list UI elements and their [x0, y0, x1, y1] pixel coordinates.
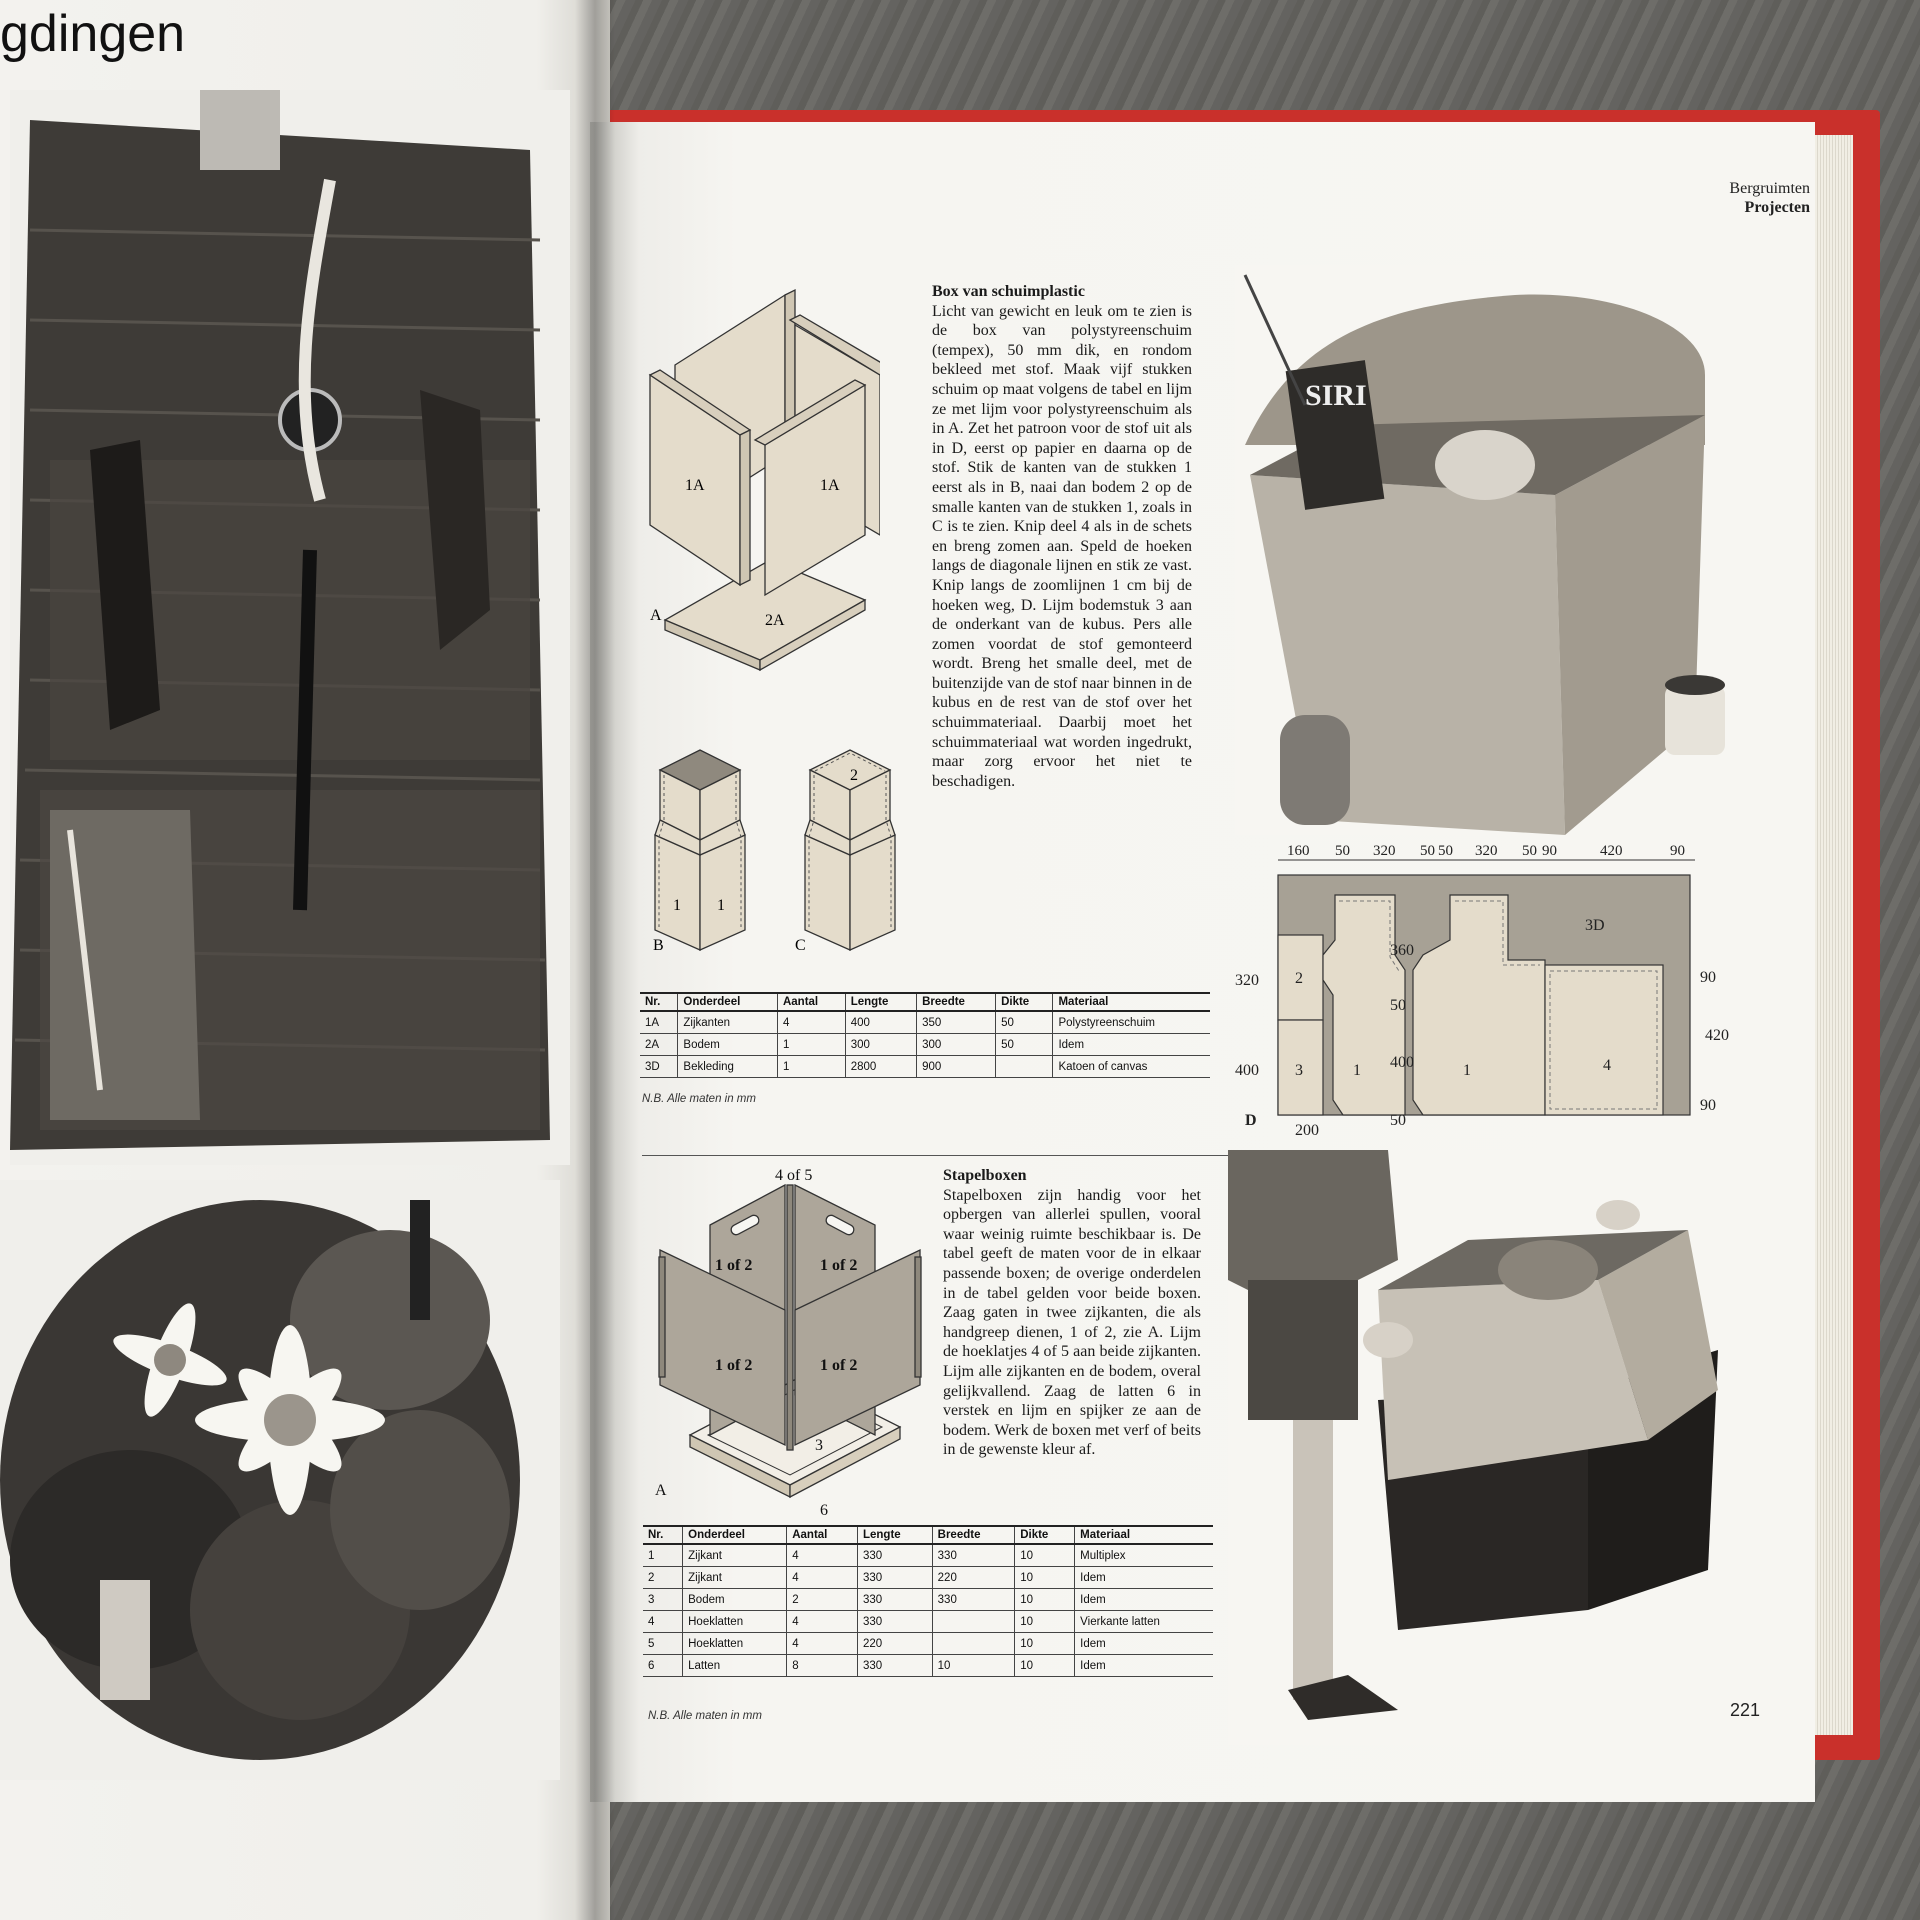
cell: 50 [996, 1011, 1053, 1034]
cell: 300 [845, 1034, 916, 1056]
dim-right-90b: 90 [1700, 1097, 1716, 1114]
stacking-box-diagram-a [650, 1165, 930, 1515]
table-row [643, 1567, 1213, 1589]
section-label: Bergruimten [1729, 180, 1810, 197]
table-row [640, 1034, 1210, 1056]
dim-50a: 50 [1390, 997, 1406, 1014]
cell: Idem [1075, 1655, 1213, 1677]
cell: 4 [787, 1567, 858, 1589]
page-edges [1815, 135, 1853, 1735]
col-onderdeel: Onderdeel [678, 993, 778, 1011]
cell: Polystyreenschuim [1053, 1011, 1210, 1034]
cell: 330 [857, 1544, 932, 1567]
table-row [640, 1011, 1210, 1034]
dim-top-10: 90 [1670, 843, 1685, 859]
dim-top-8: 90 [1542, 843, 1557, 859]
subsection-label: Projecten [1744, 199, 1810, 216]
cell: 330 [857, 1589, 932, 1611]
label-2a: 2A [765, 612, 785, 629]
label-panel-tr: 1 of 2 [820, 1257, 858, 1274]
cell [932, 1633, 1015, 1655]
col-onderdeel: Onderdeel [683, 1526, 787, 1544]
col-nr: Nr. [643, 1526, 683, 1544]
piece-1a: 1 [1353, 1062, 1361, 1079]
table-row [643, 1633, 1213, 1655]
cell [996, 1056, 1053, 1078]
page-number: 221 [1730, 1700, 1761, 1720]
wall-organizer-photo [10, 90, 570, 1165]
cell: 220 [857, 1633, 932, 1655]
box-diagram-b-c [645, 740, 925, 960]
project1-text-block [932, 282, 1192, 791]
cell: 10 [1015, 1655, 1075, 1677]
table-row [643, 1655, 1213, 1677]
table-header-row [640, 993, 1210, 1011]
piece-3: 3 [1295, 1062, 1303, 1079]
project1-body: Licht van gewicht en leuk om te zien is de box van polystyreenschuim (tempex), 50 mm dik, en rondom bekleed met stof. Maak vijf stukken schuim op maat volgens de tabel en lijm ze met lijm voor polystyreenschuim als in A. Zet het patroon voor de stof uit als in D, eerst op papier en daarna op de stof. Stik de kanten van de stukken 1 eerst als in B, naai dan bodem 2 op de smalle kanten van de stukken 1, zoals in C is te zien. Knip deel 4 als in de schets en breng zomen aan. Speld de hoeken langs de diagonale lijnen en stik ze vast. Knip langs de zoomlijnen 1 cm bij de hoeken weg, D. Lijm bodemstuk 3 aan de onderkant van de kubus. Pers alle zomen voordat de stof gemonteerd wordt. Breng het smalle deel, met de buitenzijde van de stof naar binnen in de kubus en de rest van de stof over het schuimmateriaal. Daarbij moet het schuimmateriaal wat worden ingedrukt, maar zorg ervoor het niet te beschadigen. [932, 302, 1192, 790]
cell: Idem [1075, 1589, 1213, 1611]
dim-top-7: 50 [1522, 843, 1537, 859]
cell: Bodem [683, 1589, 787, 1611]
cell: 10 [1015, 1611, 1075, 1633]
cell: Vierkante latten [1075, 1611, 1213, 1633]
dim-left-400: 400 [1235, 1062, 1259, 1079]
project1-heading: Box van schuimplastic [932, 283, 1085, 300]
cell: Bodem [678, 1034, 778, 1056]
dim-top-4: 50 [1420, 843, 1435, 859]
cell: 10 [1015, 1544, 1075, 1567]
project1-parts-table [640, 992, 1210, 1078]
cell: 330 [857, 1567, 932, 1589]
cell: 10 [1015, 1567, 1075, 1589]
cell: 6 [643, 1655, 683, 1677]
stacking-boxes-photo [1228, 1150, 1761, 1745]
col-materiaal: Materiaal [1075, 1526, 1213, 1544]
fabric-pattern-diagram-d [1235, 835, 1795, 1140]
cell: 1 [777, 1056, 845, 1078]
label-4of5: 4 of 5 [775, 1167, 813, 1184]
project1-note: N.B. Alle maten in mm [642, 1093, 756, 1105]
project2-parts-table [643, 1525, 1213, 1677]
label-slat-6: 6 [820, 1502, 828, 1515]
label-panel-bl: 1 of 2 [715, 1357, 753, 1374]
cell: Katoen of canvas [1053, 1056, 1210, 1078]
cell: Hoeklatten [683, 1611, 787, 1633]
dim-50b: 50 [1390, 1112, 1406, 1129]
project2-text-block [943, 1166, 1201, 1460]
col-dikte: Dikte [996, 993, 1053, 1011]
table-row [643, 1611, 1213, 1633]
cell: 400 [845, 1011, 916, 1034]
cell: 5 [643, 1633, 683, 1655]
dim-top-9: 420 [1600, 843, 1623, 859]
table-header-row [643, 1526, 1213, 1544]
cell: Zijkant [683, 1567, 787, 1589]
col-breedte: Breedte [932, 1526, 1015, 1544]
cell: Idem [1075, 1567, 1213, 1589]
dim-right-90a: 90 [1700, 969, 1716, 986]
cell: 3D [640, 1056, 678, 1078]
fig-a-label: A [650, 607, 662, 624]
cell: 3 [643, 1589, 683, 1611]
cell: Multiplex [1075, 1544, 1213, 1567]
dim-360: 360 [1390, 942, 1414, 959]
dim-left-320: 320 [1235, 972, 1259, 989]
cell: 2 [787, 1589, 858, 1611]
cell: 330 [857, 1655, 932, 1677]
label-base-3: 3 [815, 1437, 823, 1454]
table-row [643, 1589, 1213, 1611]
cell: 2800 [845, 1056, 916, 1078]
cell: 330 [857, 1611, 932, 1633]
cell: 10 [1015, 1633, 1075, 1655]
label-c2: 2 [850, 767, 858, 784]
cell: 1 [777, 1034, 845, 1056]
cell: 8 [787, 1655, 858, 1677]
fig-d-label: D [1245, 1112, 1257, 1129]
cell: 2A [640, 1034, 678, 1056]
label-1a-left: 1A [685, 477, 705, 494]
fig-a2-label: A [655, 1482, 667, 1499]
dim-top-3: 320 [1373, 843, 1396, 859]
chapter-title: gdingen [0, 5, 186, 63]
cell: 50 [996, 1034, 1053, 1056]
book-gutter [575, 0, 615, 1920]
col-materiaal: Materiaal [1053, 993, 1210, 1011]
dim-top-6: 320 [1475, 843, 1498, 859]
table-row [643, 1544, 1213, 1567]
label-b1-right: 1 [717, 897, 725, 914]
col-breedte: Breedte [917, 993, 996, 1011]
cell: 1A [640, 1011, 678, 1034]
cell: 350 [917, 1011, 996, 1034]
cell: 220 [932, 1567, 1015, 1589]
cell: 4 [787, 1633, 858, 1655]
piece-3d: 3D [1585, 917, 1605, 934]
project2-body: Stapelboxen zijn handig voor het opbergen van allerlei spullen, vooral waar weinig ruimte beschikbaar is. De tabel geeft de maten voor de in elkaar passende boxen; de overige onderdelen in de tabel gelden voor beide boxen. Zaag gaten in twee zijkanten, die als handgreep dienen, 1 of 2, zie A. Lijm de hoeklatjes 4 of 5 aan beide zijkanten. Lijm alle zijkanten en de bodem, overal gelijkvallend. Zaag de latten 6 in verstek en lijm en spijker ze aan de bodem. Werk de boxen met verf of beits in de gewenste kleur af. [943, 1186, 1201, 1459]
project2-note: N.B. Alle maten in mm [648, 1710, 762, 1722]
cell: 4 [777, 1011, 845, 1034]
cell: 10 [1015, 1589, 1075, 1611]
piece-1b: 1 [1463, 1062, 1471, 1079]
fig-b-label: B [653, 937, 664, 954]
col-nr: Nr. [640, 993, 678, 1011]
round-boxes-photo [0, 1180, 560, 1780]
col-aantal: Aantal [787, 1526, 858, 1544]
cell: Zijkant [683, 1544, 787, 1567]
col-lengte: Lengte [857, 1526, 932, 1544]
dim-top-5: 50 [1438, 843, 1453, 859]
cell: 4 [643, 1611, 683, 1633]
dim-bottom-200: 200 [1295, 1122, 1319, 1139]
dim-400: 400 [1390, 1054, 1414, 1071]
cell: Latten [683, 1655, 787, 1677]
cell: Zijkanten [678, 1011, 778, 1034]
col-aantal: Aantal [777, 993, 845, 1011]
piece-4: 4 [1603, 1057, 1611, 1074]
cell: 300 [917, 1034, 996, 1056]
cell: 4 [787, 1611, 858, 1633]
cell: Hoeklatten [683, 1633, 787, 1655]
cell: 10 [932, 1655, 1015, 1677]
label-panel-tl: 1 of 2 [715, 1257, 753, 1274]
project2-heading: Stapelboxen [943, 1167, 1027, 1184]
dim-top-2: 50 [1335, 843, 1350, 859]
cell [932, 1611, 1015, 1633]
dim-top-1: 160 [1287, 843, 1310, 859]
cell: Bekleding [678, 1056, 778, 1078]
label-1a-right: 1A [820, 477, 840, 494]
dim-right-420: 420 [1705, 1027, 1729, 1044]
cell: 900 [917, 1056, 996, 1078]
cell: 2 [643, 1567, 683, 1589]
col-dikte: Dikte [1015, 1526, 1075, 1544]
cell: 4 [787, 1544, 858, 1567]
piece-2: 2 [1295, 970, 1303, 987]
cell: 330 [932, 1589, 1015, 1611]
cell: Idem [1075, 1633, 1213, 1655]
label-panel-br: 1 of 2 [820, 1357, 858, 1374]
cell: Idem [1053, 1034, 1210, 1056]
box-diagram-a [640, 285, 880, 685]
svg-text:SIRI: SIRI [1305, 379, 1367, 412]
col-lengte: Lengte [845, 993, 916, 1011]
label-b1-left: 1 [673, 897, 681, 914]
table-row [640, 1056, 1210, 1078]
foam-box-photo [1235, 265, 1755, 835]
cell: 1 [643, 1544, 683, 1567]
left-page [0, 0, 610, 1920]
fig-c-label: C [795, 937, 806, 954]
cell: 330 [932, 1544, 1015, 1567]
